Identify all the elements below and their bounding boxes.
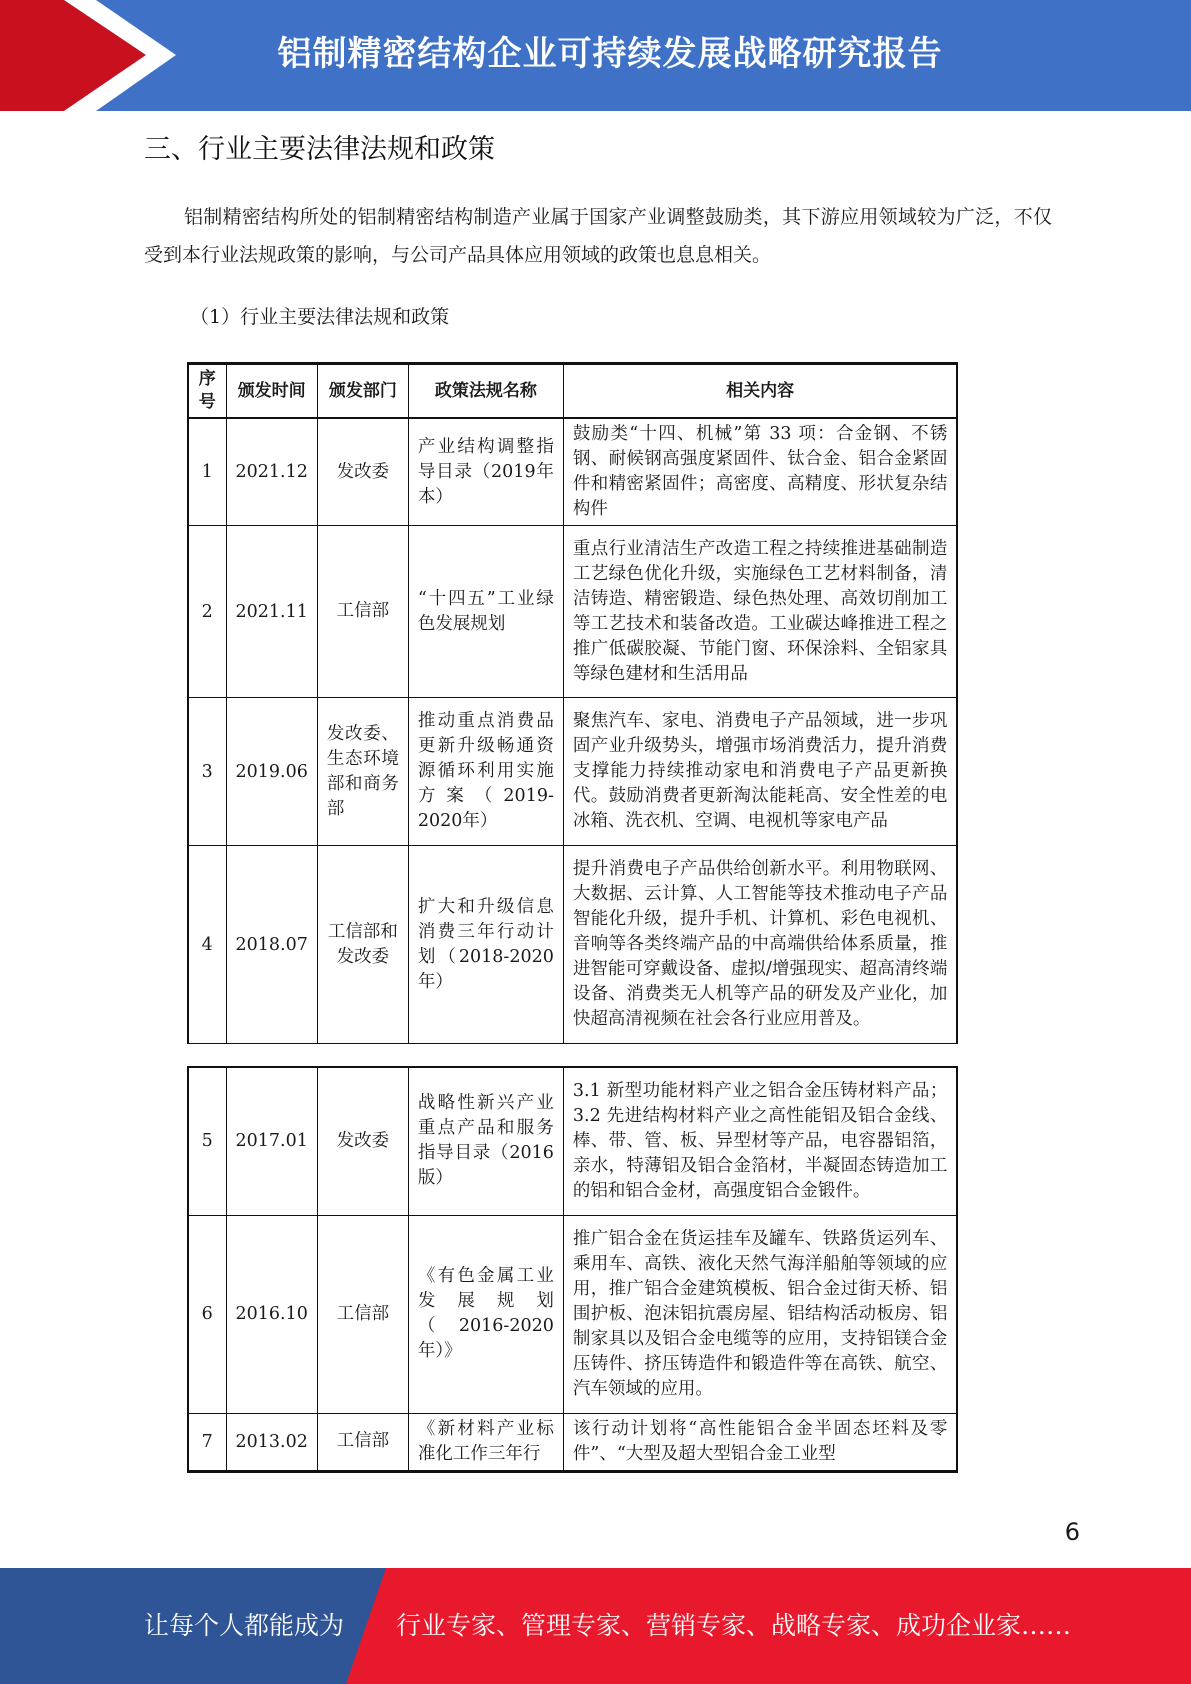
row-name: 战略性新兴产业重点产品和服务指导目录（2016版）: [408, 1067, 563, 1215]
row-content: 该行动计划将“高性能铝合金半固态坯料及零件”、“大型及超大型铝合金工业型: [563, 1413, 957, 1471]
table-row: [188, 1215, 957, 1413]
table-row: [188, 1413, 957, 1471]
row-dept: 工信部: [317, 526, 408, 698]
page-number: 6: [1064, 1518, 1080, 1546]
row-date: 2016.10: [226, 1215, 317, 1413]
header-dept: 颁发部门: [317, 364, 408, 419]
row-date: 2019.06: [226, 698, 317, 846]
page-header: [0, 0, 1191, 111]
table-row: [188, 846, 957, 1044]
row-no: 5: [188, 1067, 226, 1215]
row-no: 6: [188, 1215, 226, 1413]
footer-slogan-right: 行业专家、管理专家、营销专家、战略专家、成功企业家……: [396, 1611, 1072, 1640]
row-name: 推动重点消费品更新升级畅通资源循环利用实施方案（2019-2020年）: [408, 698, 563, 846]
row-content: 提升消费电子产品供给创新水平。利用物联网、大数据、云计算、人工智能等技术推动电子产品智能化升级，提升手机、计算机、彩色电视机、音响等各类终端产品的中高端供给体系质量，推进智能可穿戴设备、虚拟/增强现实、超高清终端设备、消费类无人机等产品的研发及产业化，加快超高清视频在社会各行业应用普及。: [563, 846, 957, 1044]
row-content: 3.1 新型功能材料产业之铝合金压铸材料产品；3.2 先进结构材料产业之高性能铝及铝合金线、棒、带、管、板、异型材等产品，电容器铝箔，亲水，特薄铝及铝合金箔材，半凝固态铸造加工的铝和铝合金材，高强度铝合金锻件。: [563, 1067, 957, 1215]
row-name: “十四五”工业绿色发展规划: [408, 526, 563, 698]
intro-paragraph: 铝制精密结构所处的铝制精密结构制造产业属于国家产业调整鼓励类，其下游应用领域较为广泛，不仅受到本行业法规政策的影响，与公司产品具体应用领域的政策也息息相关。: [144, 206, 1052, 266]
row-no: 1: [188, 418, 226, 526]
policy-table-part-2: [187, 1066, 958, 1473]
row-dept: 发改委、生态环境部和商务部: [317, 698, 408, 846]
row-date: 2021.12: [226, 418, 317, 526]
row-name: 扩大和升级信息消费三年行动计划（2018-2020年）: [408, 846, 563, 1044]
page-footer: [0, 1568, 1191, 1684]
table-row: [188, 1067, 957, 1215]
row-no: 3: [188, 698, 226, 846]
row-dept: 工信部和发改委: [317, 846, 408, 1044]
row-dept: 发改委: [317, 1067, 408, 1215]
table-row: [188, 418, 957, 526]
table-header-row: [188, 364, 957, 419]
footer-slogan-left: 让每个人都能成为: [144, 1611, 345, 1640]
section-title: 三、行业主要法律法规和政策: [144, 134, 495, 165]
row-content: 聚焦汽车、家电、消费电子产品领域，进一步巩固产业升级势头，增强市场消费活力，提升消费支撑能力持续推动家电和消费电子产品更新换代。鼓励消费者更新淘汰能耗高、安全性差的电冰箱、洗衣机、空调、电视机等家电产品: [563, 698, 957, 846]
row-name: 《新材料产业标准化工作三年行: [408, 1413, 563, 1471]
header-no: 序号: [188, 364, 226, 419]
header-name: 政策法规名称: [408, 364, 563, 419]
row-date: 2018.07: [226, 846, 317, 1044]
row-dept: 工信部: [317, 1215, 408, 1413]
row-no: 7: [188, 1413, 226, 1471]
row-content: 重点行业清洁生产改造工程之持续推进基础制造工艺绿色优化升级，实施绿色工艺材料制备，清洁铸造、精密锻造、绿色热处理、高效切削加工等工艺技术和装备改造。工业碳达峰推进工程之推广低碳胶凝、节能门窗、环保涂料、全铝家具等绿色建材和生活用品: [563, 526, 957, 698]
report-title: 铝制精密结构企业可持续发展战略研究报告: [277, 34, 943, 74]
row-date: 2013.02: [226, 1413, 317, 1471]
row-name: 产业结构调整指导目录（2019年本）: [408, 418, 563, 526]
row-no: 4: [188, 846, 226, 1044]
row-name: 《有色金属工业发展规划（2016-2020年）》: [408, 1215, 563, 1413]
row-dept: 发改委: [317, 418, 408, 526]
row-no: 2: [188, 526, 226, 698]
header-date: 颁发时间: [226, 364, 317, 419]
header-content: 相关内容: [563, 364, 957, 419]
row-content: 推广铝合金在货运挂车及罐车、铁路货运列车、乘用车、高铁、液化天然气海洋船舶等领域的应用，推广铝合金建筑模板、铝合金过街天桥、铝围护板、泡沫铝抗震房屋、铝结构活动板房、铝制家具以及铝合金电缆等的应用，支持铝镁合金压铸件、挤压铸造件和锻造件等在高铁、航空、汽车领域的应用。: [563, 1215, 957, 1413]
row-content: 鼓励类“十四、机械”第 33 项：合金钢、不锈钢、耐候钢高强度紧固件、钛合金、铝合金紧固件和精密紧固件；高密度、高精度、形状复杂结构件: [563, 418, 957, 526]
row-dept: 工信部: [317, 1413, 408, 1471]
table-subheading: （1）行业主要法律法规和政策: [190, 306, 450, 328]
policy-table-part-1: [187, 362, 958, 1044]
table-row: [188, 526, 957, 698]
table-row: [188, 698, 957, 846]
row-date: 2017.01: [226, 1067, 317, 1215]
row-date: 2021.11: [226, 526, 317, 698]
